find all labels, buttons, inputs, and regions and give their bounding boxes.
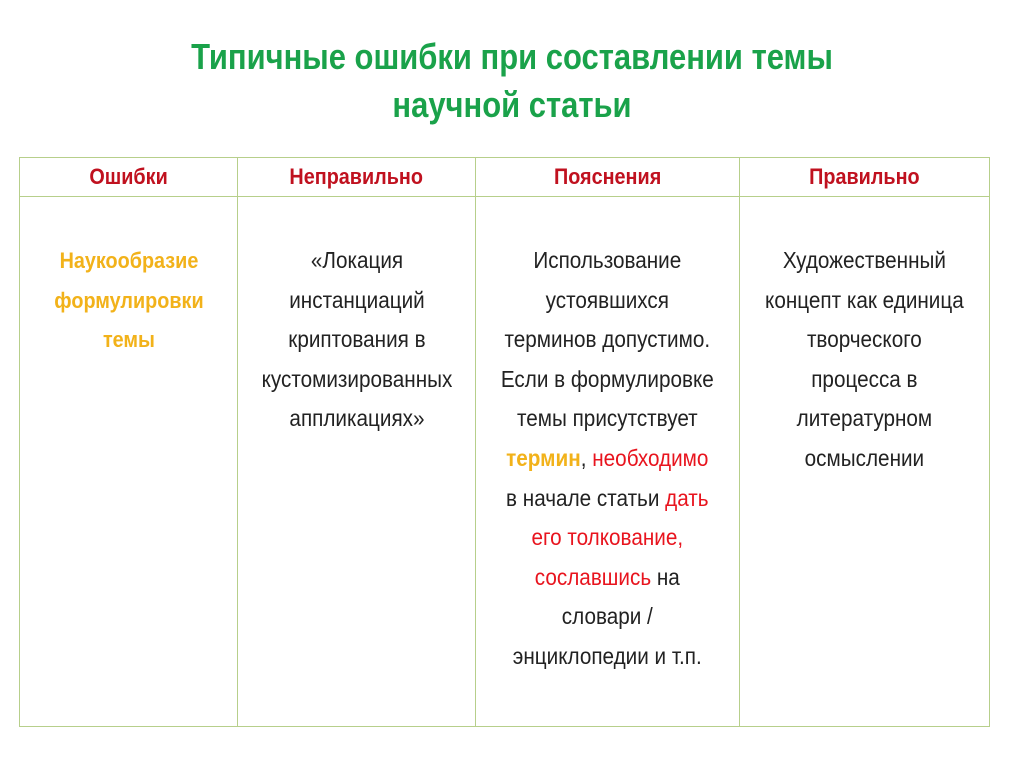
error-line: формулировки — [53, 287, 204, 313]
header-errors-label: Ошибки — [89, 164, 168, 189]
header-explanations — [476, 158, 740, 197]
cell-wrong — [238, 197, 476, 727]
explanation-line: словари / — [561, 603, 654, 630]
right-line: осмыслении — [804, 444, 925, 471]
referring-highlight: сославшись — [534, 563, 652, 590]
header-right — [740, 158, 990, 197]
explanation-line: энциклопедии и т.п. — [512, 642, 702, 669]
explanation-line — [501, 439, 714, 479]
slide-title-line-1: Типичные ошибки при составлении темы — [191, 36, 833, 77]
explanation-line — [501, 479, 714, 519]
explanation-line: устоявшихся — [545, 286, 670, 313]
on-text: на — [651, 563, 681, 590]
explanation-line: темы присутствует — [517, 405, 698, 432]
header-explanations-label: Пояснения — [553, 164, 662, 189]
start-text: в начале статьи — [506, 484, 666, 511]
right-line: Художественный — [782, 247, 947, 273]
wrong-line: кустомизированных — [261, 365, 452, 392]
slide-title — [72, 33, 953, 129]
right-line: творческого — [807, 326, 922, 353]
errors-table — [19, 157, 990, 727]
error-line: Наукообразие — [59, 248, 198, 273]
header-wrong — [238, 158, 476, 197]
header-errors — [20, 158, 238, 197]
table-row — [20, 197, 990, 727]
header-right-label: Правильно — [809, 164, 920, 189]
wrong-line: инстанциаций — [288, 286, 425, 313]
right-line: процесса в — [811, 365, 918, 392]
explanation-line: Если в формулировке — [501, 365, 714, 392]
explanation-line — [501, 558, 714, 598]
comma-text: , — [580, 444, 593, 471]
wrong-line: криптования в — [287, 326, 426, 353]
slide-title-line-2: научной статьи — [392, 84, 632, 125]
cell-explanation — [476, 197, 740, 727]
give-highlight: дать — [665, 484, 709, 511]
explanation-line: терминов допустимо. — [504, 326, 711, 353]
table-header-row — [20, 158, 990, 197]
error-line: темы — [102, 327, 155, 353]
wrong-line: «Локация — [310, 247, 403, 273]
right-line: литературном — [796, 405, 933, 432]
right-line: концепт как единица — [765, 286, 964, 313]
term-highlight: термин — [506, 444, 581, 471]
cell-error — [20, 197, 238, 727]
header-wrong-label: Неправильно — [289, 164, 424, 189]
wrong-line: аппликациях» — [288, 405, 425, 432]
cell-right — [740, 197, 990, 727]
explanation-line: его толкование, — [531, 524, 684, 551]
explanation-line: Использование — [533, 247, 682, 273]
necessary-highlight: необходимо — [592, 444, 709, 471]
